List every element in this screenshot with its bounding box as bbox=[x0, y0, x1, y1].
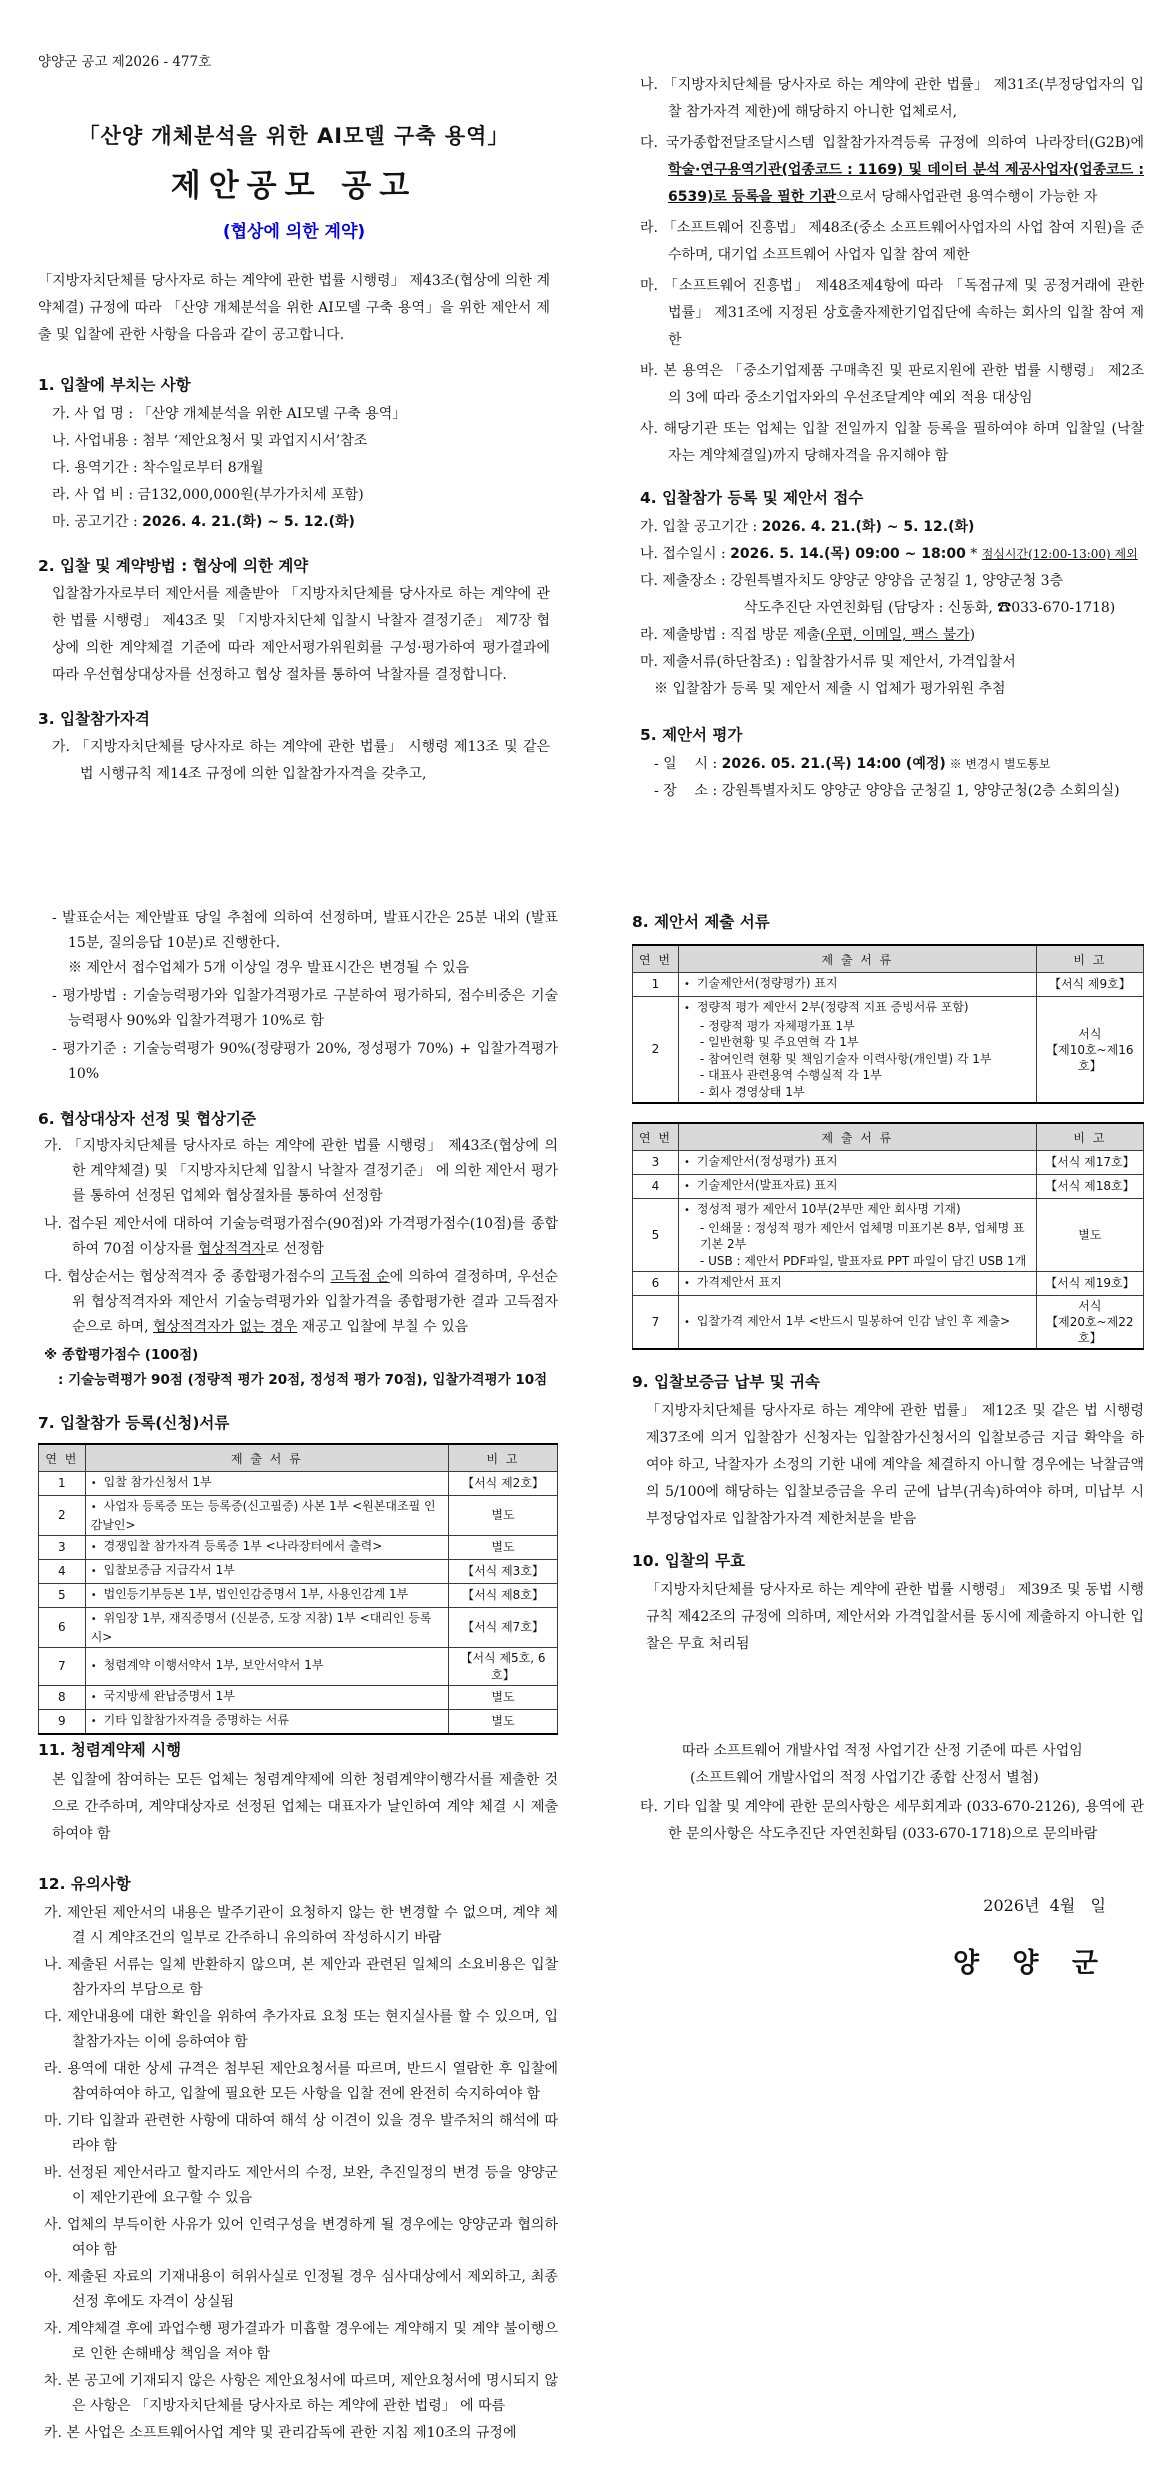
row-note: 【서식 제7호】 bbox=[449, 1608, 558, 1648]
doc-line: - USB : 제안서 PDF파일, 발표자료 PPT 파일이 담긴 USB 1개 bbox=[699, 1253, 1027, 1268]
evaluation-datetime-value: 2026. 05. 21.(목) 14:00 (예정) bbox=[721, 756, 946, 772]
list-item bbox=[640, 622, 1144, 649]
row-no: 3 bbox=[633, 1151, 679, 1175]
section6-items bbox=[38, 1134, 558, 1393]
row-doc: • 경쟁입찰 참가자격 등록증 1부 <나라장터에서 출력> bbox=[85, 1536, 448, 1560]
row-no: 2 bbox=[39, 1496, 86, 1536]
list-item: 바. 선정된 제안서라고 할지라도 제안서의 수정, 보완, 추진일정의 변경 등을 양양군이 제안기관에 요구할 수 있음 bbox=[44, 2165, 558, 2206]
column-header-note: 비 고 bbox=[449, 1444, 558, 1472]
list-item: 카. 본 사업은 소프트웨어사업 계약 및 관리감독에 관한 지침 제10조의 규정에 bbox=[44, 2425, 517, 2441]
list-item: 가. 사 업 명 : 「산양 개체분석을 위한 AI모델 구축 용역」 bbox=[52, 406, 407, 422]
doc-title-line2: 제안공모 공고 bbox=[170, 168, 418, 204]
note-line: 서식 bbox=[1078, 1026, 1102, 1041]
list-item: 마. 제출서류(하단참조) : 입찰참가서류 및 제안서, 가격입찰서 bbox=[640, 654, 1016, 670]
doc-line: - 일반현황 및 주요연혁 각 1부 bbox=[699, 1035, 859, 1049]
list-item: 나. 「지방자치단체를 당사자로 하는 계약에 관한 법률」 제31조(부정당업자의 입찰 참가자격 제한)에 해당하지 아니한 업체로서, bbox=[640, 77, 1144, 120]
column-header-no: 연 번 bbox=[633, 945, 679, 973]
doc-line: - 회사 경영상태 1부 bbox=[699, 1084, 805, 1099]
section8-heading: 8. 제안서 제출 서류 bbox=[632, 913, 770, 931]
continuation-line: (소프트웨어 개발사업의 적정 사업기간 종합 산정서 별첨) bbox=[690, 1770, 1039, 1786]
list-item: 타. 기타 입찰 및 계약에 관한 문의사항은 세무회계과 (033-670-2126), 용역에 관한 문의사항은 삭도추진단 자연친화팀 (033-670-1718)으로 문의바람 bbox=[640, 1799, 1144, 1842]
bullet-item: - 평가기준 : 기술능력평가 90%(정량평가 20%, 정성평가 70%) + 입찰가격평가 10% bbox=[52, 1041, 558, 1082]
list-item: 가. 제안된 제안서의 내용은 발주기관이 요청하지 않는 한 변경할 수 없으며, 계약 체결 시 계약조건의 일부로 간주하니 유의하여 작성하시기 바람 bbox=[44, 1905, 558, 1946]
list-item bbox=[44, 1212, 558, 1262]
proposal-documents-table-1 bbox=[632, 944, 1144, 1104]
notice-number: 양양군 공고 제2026 - 477호 bbox=[38, 54, 212, 70]
label: 가. 입찰 공고기간 : bbox=[640, 519, 762, 535]
list-item: 나. 제출된 서류는 일체 반환하지 않으며, 본 제안과 관련된 일체의 소요비용은 입찰 참가자의 부담으로 함 bbox=[44, 1957, 558, 1998]
no-eligible-case: 협상적격자가 없는 경우 bbox=[152, 1319, 298, 1335]
section6-heading: 6. 협상대상자 선정 및 협상기준 bbox=[38, 1110, 256, 1128]
table-row bbox=[633, 997, 1144, 1104]
row-no: 9 bbox=[39, 1710, 86, 1735]
row-doc: • 청렴계약 이행서약서 1부, 보안서약서 1부 bbox=[85, 1648, 448, 1686]
intro-paragraph: 「지방자치단체를 당사자로 하는 계약에 관한 법률 시행령」 제43조(협상에 의한 계약체결) 규정에 따라 「산양 개체분석을 위한 AI모델 구축 용역」을 위한 제안서 제출 및 입찰에 관한 사항을 다음과 같이 공고합니다. bbox=[38, 273, 550, 343]
text-run: 다. 국가종합전달조달시스템 입찰참가자격등록 규정에 의하여 나라장터(G2B)에 bbox=[640, 135, 1144, 151]
note-line: 【제20호~제22호】 bbox=[1046, 1315, 1134, 1345]
label: 마. 공고기간 : bbox=[52, 514, 143, 530]
change-note: ※ 변경시 별도통보 bbox=[945, 757, 1051, 771]
bullet-item: - 발표순서는 제안발표 당일 추첨에 의하여 선정하며, 발표시간은 25분 내외 (발표 15분, 질의응답 10분)로 진행한다. bbox=[52, 910, 558, 951]
submit-restriction: 우편, 이메일, 팩스 불가 bbox=[825, 627, 970, 643]
row-no: 1 bbox=[633, 973, 679, 997]
section4-items bbox=[640, 514, 1144, 703]
list-item: 사. 업체의 부득이한 사유가 있어 인력구성을 변경하게 될 경우에는 양양군과 협의하여야 함 bbox=[44, 2217, 558, 2258]
text-run: ) bbox=[969, 627, 976, 643]
section1-heading: 1. 입찰에 부치는 사항 bbox=[38, 376, 191, 394]
row-doc: • 기타 입찰참가자격을 증명하는 서류 bbox=[85, 1710, 448, 1735]
section12-heading: 12. 유의사항 bbox=[38, 1875, 131, 1893]
row-doc: • 입찰보증금 지급각서 1부 bbox=[85, 1560, 448, 1584]
row-no: 2 bbox=[633, 997, 679, 1104]
page-6 bbox=[584, 1652, 1168, 2478]
list-note: ※ 입찰참가 등록 및 제안서 제출 시 업체가 평가위원 추첨 bbox=[654, 681, 1006, 697]
row-no: 6 bbox=[633, 1272, 679, 1296]
receipt-datetime-value: 2026. 5. 14.(목) 09:00 ~ 18:00 bbox=[730, 546, 966, 562]
row-note: 【서식 제9호】 bbox=[1036, 973, 1143, 997]
text-run: 으로서 당해사업관련 용역수행이 가능한 자 bbox=[836, 189, 1098, 205]
row-no: 6 bbox=[39, 1608, 86, 1648]
section12-items bbox=[38, 1901, 558, 2446]
list-item: 마. 기타 입찰과 관련한 사항에 대하여 해석 상 이견이 있을 경우 발주처의 해석에 따라야 함 bbox=[44, 2113, 558, 2154]
section11-body: 본 입찰에 참여하는 모든 업체는 청렴계약제에 의한 청렴계약이행각서를 제출한 것으로 간주하며, 계약대상자로 선정된 업체는 대표자가 날인하여 계약 체결 시 제출하여야 함 bbox=[52, 1772, 558, 1842]
row-doc: • 가격제안서 표지 bbox=[678, 1272, 1036, 1296]
table-row bbox=[633, 1199, 1144, 1272]
row-note bbox=[1036, 997, 1143, 1104]
page-2 bbox=[584, 0, 1168, 826]
column-header-note: 비 고 bbox=[1036, 945, 1143, 973]
row-no: 7 bbox=[39, 1648, 86, 1686]
row-no: 4 bbox=[633, 1175, 679, 1199]
row-doc: • 사업자 등록증 또는 등록증(신고필증) 사본 1부 <원본대조필 인감날인> bbox=[85, 1496, 448, 1536]
doc-line: - 정량적 평가 자체평가표 1부 bbox=[699, 1018, 855, 1033]
list-item: 라. 사 업 비 : 금132,000,000원(부가가치세 포함) bbox=[52, 487, 364, 503]
eligible-negotiator: 협상적격자 bbox=[197, 1241, 266, 1257]
row-note: 별도 bbox=[1036, 1199, 1143, 1272]
table-row bbox=[39, 1536, 558, 1560]
column-header-no: 연 번 bbox=[633, 1123, 679, 1151]
table-row bbox=[633, 1296, 1144, 1350]
list-item: 다. 제안내용에 대한 확인을 위하여 추가자료 요청 또는 현지실사를 할 수 있으며, 입찰참가자는 이에 응하여야 함 bbox=[44, 2009, 558, 2050]
table-row bbox=[633, 973, 1144, 997]
row-no: 5 bbox=[39, 1584, 86, 1608]
row-no: 1 bbox=[39, 1472, 86, 1496]
high-score-order: 고득점 순 bbox=[330, 1269, 390, 1285]
section11-heading: 11. 청렴계약제 시행 bbox=[38, 1741, 182, 1759]
doc-line: - 참여인력 현황 및 책임기술자 이력사항(개인별) 각 1부 bbox=[699, 1051, 992, 1066]
list-item bbox=[52, 509, 550, 536]
list-item bbox=[44, 1265, 558, 1340]
page-4 bbox=[584, 826, 1168, 1652]
table-row bbox=[39, 1584, 558, 1608]
table-row bbox=[39, 1608, 558, 1648]
row-note: 별도 bbox=[449, 1536, 558, 1560]
text-run: 로 선정함 bbox=[265, 1241, 325, 1257]
section5-items bbox=[640, 751, 1144, 805]
section3-heading: 3. 입찰참가자격 bbox=[38, 710, 150, 728]
table-row bbox=[39, 1472, 558, 1496]
section10-heading: 10. 입찰의 무효 bbox=[632, 1552, 746, 1570]
row-doc: • 위임장 1부, 재직증명서 (신분증, 도장 지참) 1부 <대리인 등록 시> bbox=[85, 1608, 448, 1648]
row-note: 【서식 제3호】 bbox=[449, 1560, 558, 1584]
section1-items bbox=[38, 401, 550, 536]
text-run: 라. 제출방법 : 직접 방문 제출( bbox=[640, 627, 826, 643]
section2-body: 입찰참가자로부터 제안서를 제출받아 「지방자치단체를 당사자로 하는 계약에 관한 법률 시행령」 제43조 및 「지방자치단체 입찰시 낙찰자 결정기준」 제7장 협상에 의한 계약체결 기준에 따라 제안서평가위원회를 구성·평가하여 평가결과에 따라 우선협상대상자를 선정하고 협상 절차를 통하여 낙찰자를 결정합니다. bbox=[52, 586, 550, 683]
list-item: 라. 용역에 대한 상세 규격은 첨부된 제안요청서를 따르며, 반드시 열람한 후 입찰에 참여하여야 하고, 입찰에 필요한 모든 사항을 입찰 전에 완전히 숙지하여야 함 bbox=[44, 2061, 558, 2102]
list-item-continuation: 삭도추진단 자연친화팀 (담당자 : 신동화, ☎033-670-1718) bbox=[744, 600, 1116, 616]
section9-heading: 9. 입찰보증금 납부 및 귀속 bbox=[632, 1373, 820, 1391]
section2-heading: 2. 입찰 및 계약방법 : 협상에 의한 계약 bbox=[38, 557, 309, 575]
page-5 bbox=[0, 1652, 584, 2478]
note-line: 서식 bbox=[1078, 1299, 1102, 1313]
text-run: * bbox=[965, 546, 982, 562]
issuer-name: 양 양 군 bbox=[952, 1948, 1110, 1979]
row-no: 4 bbox=[39, 1560, 86, 1584]
list-item: 아. 제출된 자료의 기재내용이 허위사실로 인정될 경우 심사대상에서 제외하고, 최종 선정 후에도 자격이 상실됨 bbox=[44, 2269, 558, 2310]
list-item: 라. 「소프트웨어 진흥법」 제48조(중소 소프트웨어사업자의 사업 참여 지원)을 준수하며, 대기업 소프트웨어 사업자 입찰 참여 제한 bbox=[640, 220, 1144, 263]
score-note-1: ※ 종합평가점수 (100점) bbox=[44, 1347, 199, 1363]
row-note bbox=[1036, 1296, 1143, 1350]
note-line: 【제10호~제16호】 bbox=[1046, 1042, 1134, 1073]
doc-line: • 정성적 평가 제안서 10부(2부만 제안 회사명 기재) bbox=[684, 1201, 1031, 1220]
section3-item-a: 가. 「지방자치단체를 당사자로 하는 계약에 관한 법률」 시행령 제13조 및 같은법 시행규칙 제14조 규정에 의한 입찰참가자격을 갖추고, bbox=[52, 739, 550, 782]
lunch-note: 점심시간(12:00-13:00) 제외 bbox=[981, 547, 1138, 561]
qualification-codes: 학술·연구용역기관(업종코드 : 1169) 및 데이터 분석 제공사업자(업종코드 : 6539)로 등록을 필한 기관 bbox=[668, 162, 1144, 205]
row-no: 3 bbox=[39, 1536, 86, 1560]
list-item: 가. 「지방자치단체를 당사자로 하는 계약에 관한 법률 시행령」 제43조(협상에 의한 계약체결) 및 「지방자치단체 입찰시 낙찰자 결정기준」 에 의한 제안서 평가를 통하여 선정된 업체와 협상절차를 통하여 선정함 bbox=[44, 1138, 558, 1204]
list-item: 다. 용역기간 : 착수일로부터 8개월 bbox=[52, 460, 264, 476]
presentation-bullets bbox=[38, 906, 558, 1087]
row-note: 【서식 제18호】 bbox=[1036, 1175, 1143, 1199]
list-item: 바. 본 용역은 「중소기업제품 구매촉진 및 판로지원에 관한 법률 시행령」 제2조의 3에 따라 중소기업자와의 우선조달계약 예외 적용 대상임 bbox=[640, 363, 1144, 406]
doc-title-line3: (협상에 의한 계약) bbox=[222, 222, 366, 242]
row-doc: • 기술제안서(정성평가) 표지 bbox=[678, 1151, 1036, 1175]
row-doc-multiline bbox=[678, 997, 1036, 1104]
section5-heading: 5. 제안서 평가 bbox=[640, 726, 743, 744]
table-header-row bbox=[633, 1123, 1144, 1151]
table-row bbox=[39, 1560, 558, 1584]
continuation-line: 따라 소프트웨어 개발사업 적정 사업기간 산정 기준에 따른 사업임 bbox=[682, 1743, 1083, 1759]
list-item bbox=[640, 541, 1144, 568]
text-run: 재공고 입찰에 부칠 수 있음 bbox=[297, 1319, 469, 1335]
bullet-note: ※ 제안서 접수업체가 5개 이상일 경우 발표시간은 변경될 수 있음 bbox=[68, 960, 470, 976]
row-doc: • 법인등기부등본 1부, 법인인감증명서 1부, 사용인감계 1부 bbox=[85, 1584, 448, 1608]
table-header-row bbox=[633, 945, 1144, 973]
page-3 bbox=[0, 826, 584, 1729]
row-note: 【서식 제8호】 bbox=[449, 1584, 558, 1608]
score-note-2: : 기술능력평가 90점 (정량적 평가 20점, 정성적 평가 70점), 입찰가격평가 10점 bbox=[58, 1372, 548, 1388]
table-row bbox=[633, 1272, 1144, 1296]
table-row bbox=[633, 1175, 1144, 1199]
notice-period-value: 2026. 4. 21.(화) ~ 5. 12.(화) bbox=[142, 514, 355, 530]
proposal-documents-table-2 bbox=[632, 1122, 1144, 1350]
label: 나. 접수일시 : bbox=[640, 546, 731, 562]
doc-title-line1: 「산양 개체분석을 위한 AI모델 구축 용역」 bbox=[78, 124, 510, 148]
section4-heading: 4. 입찰참가 등록 및 제안서 접수 bbox=[640, 489, 864, 507]
section7-heading: 7. 입찰참가 등록(신청)서류 bbox=[38, 1414, 230, 1432]
row-note: 별도 bbox=[449, 1496, 558, 1536]
list-item bbox=[640, 514, 1144, 541]
bid-period-value: 2026. 4. 21.(화) ~ 5. 12.(화) bbox=[761, 519, 975, 535]
label: - 일 시 : bbox=[654, 756, 722, 772]
column-header-no: 연 번 bbox=[39, 1444, 86, 1472]
bullet-item: - 평가방법 : 기술능력평가와 입찰가격평가로 구분하여 평가하되, 점수비중은 기술능력평사 90%와 입찰가격평가 10%로 함 bbox=[52, 988, 558, 1029]
column-header-doc: 제 출 서 류 bbox=[678, 945, 1036, 973]
doc-line: • 정량적 평가 제안서 2부(정량적 지표 증빙서류 포함) bbox=[684, 999, 1031, 1018]
row-no: 8 bbox=[39, 1686, 86, 1710]
row-note: 별도 bbox=[449, 1710, 558, 1735]
row-no: 7 bbox=[633, 1296, 679, 1350]
row-note: 【서식 제5호, 6호】 bbox=[449, 1648, 558, 1686]
row-doc: • 입찰 참가신청서 1부 bbox=[85, 1472, 448, 1496]
section9-body: 「지방자치단체를 당사자로 하는 계약에 관한 법률」 제12조 및 같은 법 시행령 제37조에 의거 입찰참가 신청자는 입찰참가신청서의 입찰보증금 지급 확약을 하여야 하고, 낙찰자가 소정의 기한 내에 계약을 체결하지 아니할 경우에는 낙찰금액의 5/100에 해당하는 입찰보증금을 우리 군에 납부(귀속)하여야 하며, 미납부 시 부정당업자로 입찰참가자격 제한처분을 받음 bbox=[646, 1403, 1144, 1527]
text-run: 나. 접수된 제안서에 대하여 기술능력평가점수(90점)와 가격평가점수(10점)를 종합하여 70점 이상자를 bbox=[44, 1216, 558, 1257]
doc-line: - 대표사 관련용역 수행실적 각 1부 bbox=[699, 1068, 882, 1082]
row-doc: • 기술제안서(정량평가) 표지 bbox=[678, 973, 1036, 997]
table-row bbox=[633, 1151, 1144, 1175]
list-item bbox=[640, 130, 1144, 211]
page-1 bbox=[0, 0, 584, 826]
list-item bbox=[654, 751, 1144, 778]
text-run: 에 의하여 결정하며, 우선순위 협상적격자와 제안서 기술능력평가와 입찰가격을 종합평가한 결과 고득점자 순으로 하며, bbox=[72, 1269, 559, 1335]
list-item: 다. 제출장소 : 강원특별자치도 양양군 양양읍 군청길 1, 양양군청 3층 bbox=[640, 573, 1064, 589]
row-note: 【서식 제17호】 bbox=[1036, 1151, 1143, 1175]
row-doc-multiline bbox=[678, 1199, 1036, 1272]
list-item: - 장 소 : 강원특별자치도 양양군 양양읍 군청길 1, 양양군청(2층 소회의실) bbox=[654, 783, 1120, 799]
row-doc: • 입찰가격 제안서 1부 <반드시 밀봉하여 인감 날인 후 제출> bbox=[678, 1296, 1036, 1350]
column-header-doc: 제 출 서 류 bbox=[85, 1444, 448, 1472]
text-run: 다. 협상순서는 협상적격자 중 종합평가점수의 bbox=[44, 1269, 331, 1285]
list-item: 사. 해당기관 또는 업체는 입찰 전일까지 입찰 등록을 필하여야 하며 입찰일 (낙찰자는 계약체결일)까지 당해자격을 유지해야 함 bbox=[640, 421, 1144, 464]
list-item: 자. 계약체결 후에 과업수행 평가결과가 미흡할 경우에는 계약해지 및 계약 불이행으로 인한 손해배상 책임을 져야 함 bbox=[44, 2321, 558, 2362]
column-header-note: 비 고 bbox=[1036, 1123, 1143, 1151]
list-item: 차. 본 공고에 기재되지 않은 사항은 제안요청서에 따르며, 제안요청서에 명시되지 않은 사항은 「지방자치단체를 당사자로 하는 계약에 관한 법령」 에 따름 bbox=[44, 2373, 558, 2414]
doc-line: - 인쇄물 : 정성적 평가 제안서 업체명 미표기본 8부, 업체명 표기본 2부 bbox=[699, 1220, 1025, 1251]
row-note: 【서식 제2호】 bbox=[449, 1472, 558, 1496]
list-item: 마. 「소프트웨어 진흥법」 제48조제4항에 따라 「독점규제 및 공정거래에 관한 법률」 제31조에 지정된 상호출자제한기업집단에 속하는 회사의 입찰 참여 제한 bbox=[640, 278, 1144, 348]
row-doc: • 국지방세 완납증명서 1부 bbox=[85, 1686, 448, 1710]
table-row bbox=[39, 1496, 558, 1536]
row-doc: • 기술제안서(발표자료) 표지 bbox=[678, 1175, 1036, 1199]
announcement-date: 2026년 4월 일 bbox=[983, 1896, 1106, 1915]
row-note: 【서식 제19호】 bbox=[1036, 1272, 1143, 1296]
section10-body: 「지방자치단체를 당사자로 하는 계약에 관한 법률 시행령」 제39조 및 동법 시행규칙 제42조의 규정에 의하며, 제안서와 가격입찰서를 동시에 제출하지 아니한 입찰은 무효 처리됨 bbox=[646, 1582, 1144, 1652]
row-no: 5 bbox=[633, 1199, 679, 1272]
list-item: 나. 사업내용 : 첨부 ‘제안요청서 및 과업지시서’참조 bbox=[52, 433, 368, 449]
table-header-row bbox=[39, 1444, 558, 1472]
row-note: 별도 bbox=[449, 1686, 558, 1710]
column-header-doc: 제 출 서 류 bbox=[678, 1123, 1036, 1151]
